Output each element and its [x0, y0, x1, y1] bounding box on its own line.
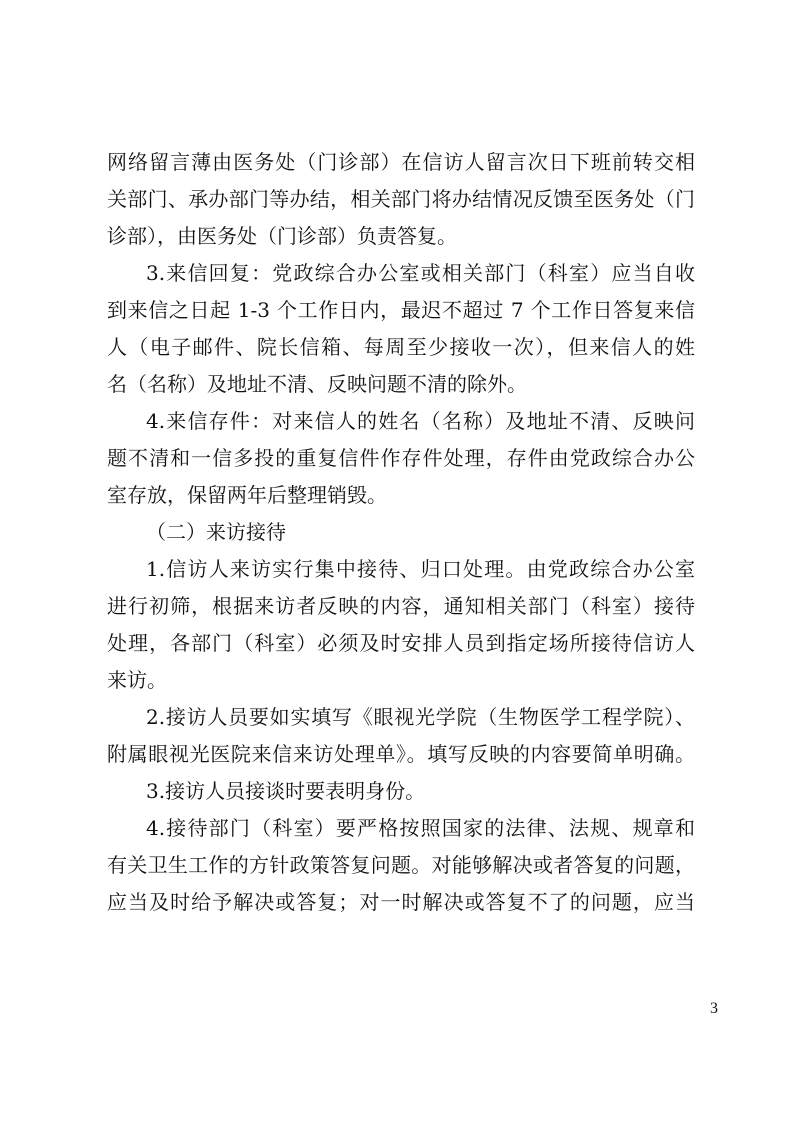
text-line: 来访。: [107, 668, 167, 692]
text-line: 室存放，保留两年后整理销毁。: [107, 483, 387, 507]
text-line: 应当及时给予解决或答复；对一时解决或答复不了的问题，应当: [107, 890, 695, 914]
text-line: 3.来信回复：党政综合办公室或相关部门（科室）应当自收: [146, 261, 695, 285]
text-line: 关部门、承办部门等办结，相关部门将办结情况反馈至医务处（门: [107, 187, 695, 211]
text-line: 处理，各部门（科室）必须及时安排人员到指定场所接待信访人: [107, 631, 695, 655]
text-line: 到来信之日起 1-3 个工作日内，最迟不超过 7 个工作日答复来信: [107, 298, 695, 322]
text-line: 4.来信存件：对来信人的姓名（名称）及地址不清、反映问: [146, 409, 695, 433]
text-line: 进行初筛，根据来访者反映的内容，通知相关部门（科室）接待: [107, 594, 695, 618]
text-line: 题不清和一信多投的重复信件作存件处理，存件由党政综合办公: [107, 446, 695, 470]
text-line: 名（名称）及地址不清、反映问题不清的除外。: [107, 372, 527, 396]
text-line: 有关卫生工作的方针政策答复问题。对能够解决或者答复的问题，: [107, 853, 695, 877]
text-line: 人（电子邮件、院长信箱、每周至少接收一次），但来信人的姓: [107, 335, 695, 359]
text-line: 2.接访人员要如实填写《眼视光学院（生物医学工程学院）、: [146, 705, 695, 729]
text-line: 诊部），由医务处（门诊部）负责答复。: [107, 224, 457, 248]
text-line: 4.接待部门（科室）要严格按照国家的法律、法规、规章和: [146, 816, 695, 840]
text-line: 1.信访人来访实行集中接待、归口处理。由党政综合办公室: [146, 557, 695, 581]
section-heading: （二）来访接待: [146, 520, 286, 544]
text-line: 网络留言薄由医务处（门诊部）在信访人留言次日下班前转交相: [107, 150, 695, 174]
page-number: 3: [710, 1000, 718, 1017]
text-line: 附属眼视光医院来信来访处理单》。填写反映的内容要简单明确。: [107, 742, 695, 766]
text-line: 3.接访人员接谈时要表明身份。: [146, 779, 426, 803]
